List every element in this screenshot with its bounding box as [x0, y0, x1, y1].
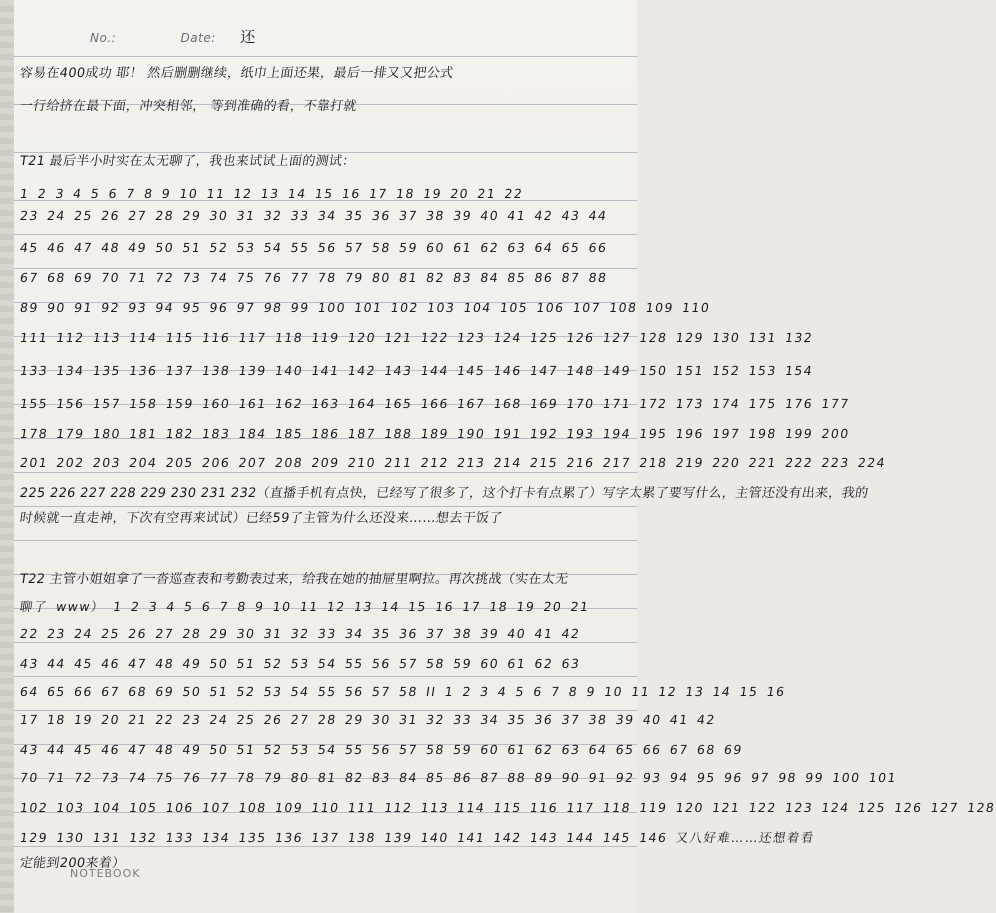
date-value: 还	[240, 28, 256, 46]
entry2-line5: 64 65 66 67 68 69 50 51 52 53 54 55 56 57 58 II 1 2 3 4 5 6 7 8 9 10 11 12 13 14 15 16	[18, 684, 787, 699]
no-label: No.:	[90, 31, 117, 45]
ruled-line	[14, 234, 637, 235]
entry1-line10: 178 179 180 181 182 183 184 185 186 187 188 189 190 191 192 193 194 195 196 197 198 199 200	[18, 426, 851, 441]
ruled-line	[14, 710, 637, 711]
entry2-line6: 17 18 19 20 21 22 23 24 25 26 27 28 29 30 31 32 33 34 35 36 37 38 39 40 41 42	[18, 712, 717, 727]
entry1-line7: 111 112 113 114 115 116 117 118 119 120 121 122 123 124 125 126 127 128 129 130 131 132	[18, 330, 815, 345]
entry1-line9: 155 156 157 158 159 160 161 162 163 164 165 166 167 168 169 170 171 172 173 174 175 176 177	[18, 396, 851, 411]
ruled-line	[14, 540, 637, 541]
entry1-line12: 225 226 227 228 229 230 231 232（直播手机有点快，已经写了很多了，这个打卡有点累了）写字太累了要写什么，主管还没有出来，我的	[18, 486, 870, 501]
entry2-heading: T22 主管小姐姐拿了一沓巡查表和考勤表过来，给我在她的抽屉里啊拉。再次挑战（实在太无	[18, 572, 570, 587]
entry2-line2: 聊了 www） 1 2 3 4 5 6 7 8 9 10 11 12 13 14 15 16 17 18 19 20 21	[18, 599, 591, 614]
paragraph1-line1: 容易在400成功 耶！ 然后删删继续，纸巾上面还果，最后一排又又把公式	[18, 66, 455, 81]
entry1-line2: 1 2 3 4 5 6 7 8 9 10 11 12 13 14 15 16 17 18 19 20 21 22	[18, 186, 525, 201]
ruled-line	[14, 268, 637, 269]
entry1-line6: 89 90 91 92 93 94 95 96 97 98 99 100 101 102 103 104 105 106 107 108 109 110	[18, 300, 712, 315]
page-header	[90, 26, 316, 47]
entry2-line8: 70 71 72 73 74 75 76 77 78 79 80 81 82 83 84 85 86 87 88 89 90 91 92 93 94 95 96 97 98 99 100 101	[18, 770, 898, 785]
entry2-line9: 102 103 104 105 106 107 108 109 110 111 112 113 114 115 116 117 118 119 120 121 122 123 124 125 126 127 128	[18, 800, 996, 815]
entry2-line4: 43 44 45 46 47 48 49 50 51 52 53 54 55 56 57 58 59 60 61 62 63	[18, 656, 582, 671]
entry2-line10: 129 130 131 132 133 134 135 136 137 138 139 140 141 142 143 144 145 146 又八好难……还想着看	[18, 830, 816, 845]
entry2-line3: 22 23 24 25 26 27 28 29 30 31 32 33 34 35 36 37 38 39 40 41 42	[18, 626, 582, 641]
date-label: Date:	[180, 31, 216, 45]
entry1-line8: 133 134 135 136 137 138 139 140 141 142 143 144 145 146 147 148 149 150 151 152 153 154	[18, 363, 815, 378]
ruled-line	[14, 676, 637, 677]
paragraph1-line2: 一行给挤在最下面，冲突相邻， 等到准确的看，不靠打就	[18, 99, 358, 114]
ruled-line	[14, 472, 637, 473]
entry2-line7: 43 44 45 46 47 48 49 50 51 52 53 54 55 56 57 58 59 60 61 62 63 64 65 66 67 68 69	[18, 742, 744, 757]
ruled-line	[14, 846, 637, 847]
notebook-brand: NOTEBOOK	[70, 867, 141, 880]
entry1-line13: 时候就一直走神，下次有空再来试试）已经59了主管为什么还没来……想去干饭了	[18, 511, 504, 526]
entry1-line5: 67 68 69 70 71 72 73 74 75 76 77 78 79 80 81 82 83 84 85 86 87 88	[18, 270, 609, 285]
ruled-line	[14, 642, 637, 643]
entry1-heading: T21 最后半小时实在太无聊了，我也来试试上面的测试：	[18, 154, 357, 169]
spiral-binding	[0, 0, 14, 913]
ruled-line	[14, 56, 637, 57]
entry1-line4: 45 46 47 48 49 50 51 52 53 54 55 56 57 58 59 60 61 62 63 64 65 66	[18, 240, 609, 255]
entry1-line3: 23 24 25 26 27 28 29 30 31 32 33 34 35 36 37 38 39 40 41 42 43 44	[18, 208, 609, 223]
entry2-line11: 定能到200来着）	[18, 856, 127, 871]
entry1-line11: 201 202 203 204 205 206 207 208 209 210 211 212 213 214 215 216 217 218 219 220 221 222 223 224	[18, 455, 888, 470]
